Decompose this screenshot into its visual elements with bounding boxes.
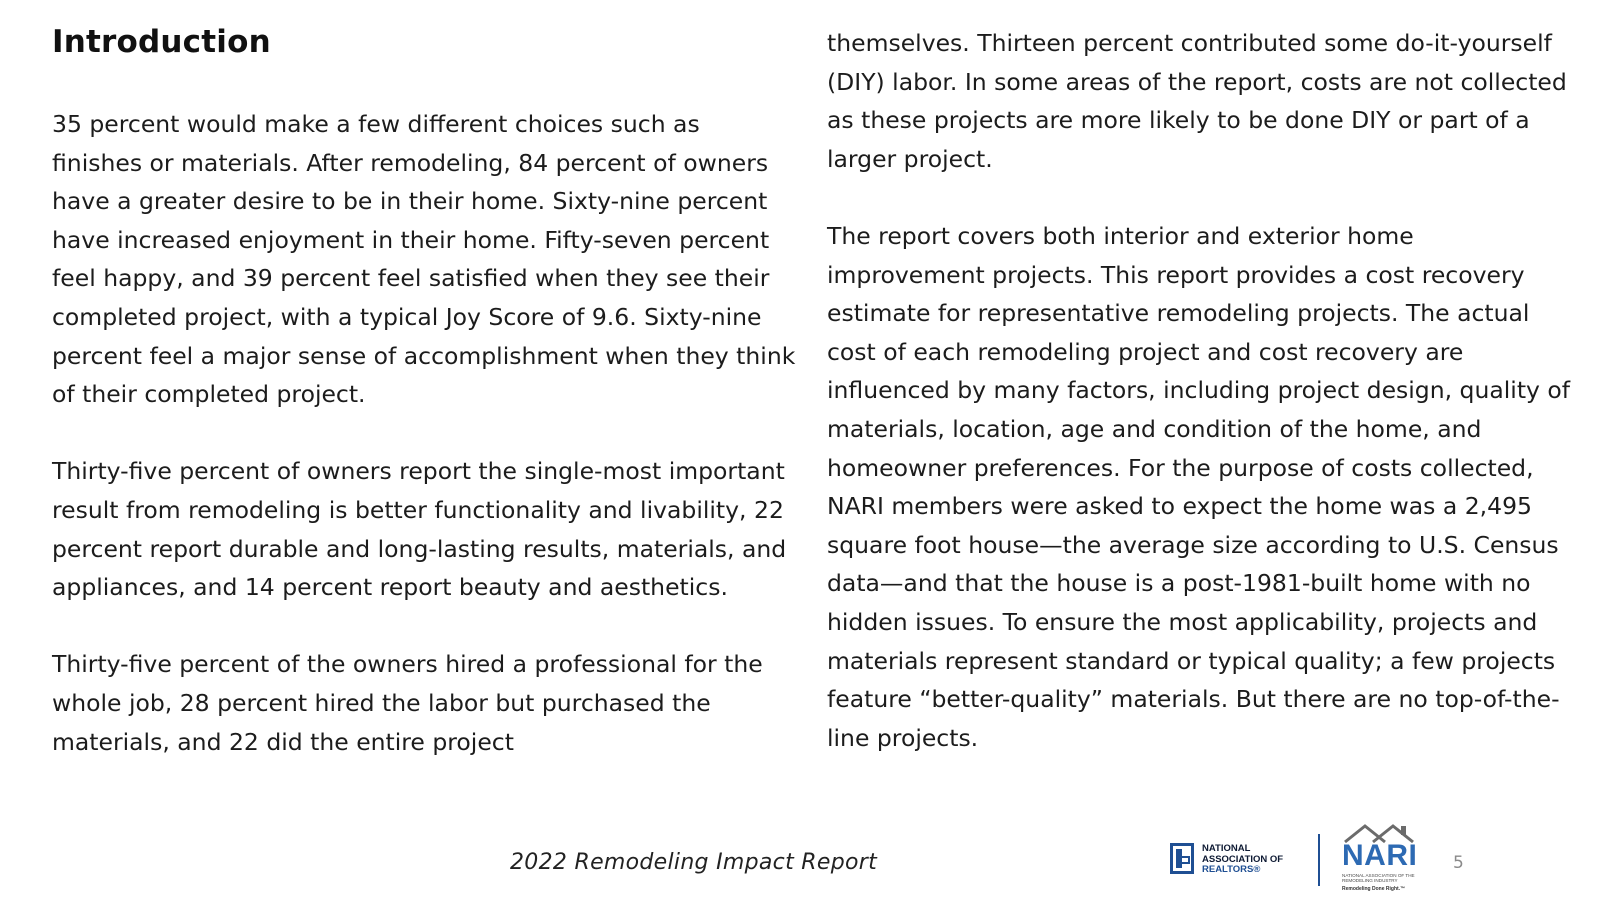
right-column <box>827 24 1577 796</box>
paragraph: themselves. Thirteen percent contributed some do-it-yourself (DIY) labor. In some areas of the report, costs are not collected as these projects are more likely to be done DIY or part of a larger project. <box>827 29 1567 173</box>
paragraph: 35 percent would make a few different choices such as finishes or materials. After remodeling, 84 percent of owners have a greater desire to be in their home. Sixty-nine percent have increased enjoyment in their home. Fifty-seven percent feel happy, and 39 percent feel satisfied when they see their completed project, with a typical Joy Score of 9.6. Sixty-nine percent feel a major sense of accomplishment when they think of their completed project. <box>52 110 796 409</box>
page-number: 5 <box>1453 853 1464 873</box>
left-column <box>52 105 797 800</box>
realtor-logo-icon <box>1170 843 1194 874</box>
report-title: 2022 Remodeling Impact Report <box>510 850 878 875</box>
logo-divider <box>1318 834 1320 886</box>
nari-logo-subtitle: NATIONAL ASSOCIATION OF THE REMODELING INDUSTRY <box>1342 873 1415 884</box>
paragraph: Thirty-five percent of owners report the single-most important result from remodeling is better functionality and livability, 22 percent report durable and long-lasting results, materials, and appliances, and 14 percent report beauty and aesthetics. <box>52 457 787 602</box>
nari-logo-wordmark: NARI <box>1342 839 1418 872</box>
sponsor-logos <box>1158 818 1436 896</box>
realtor-logo-text: NATIONAL ASSOCIATION OF REALTORS® <box>1202 843 1284 875</box>
page-heading: Introduction <box>52 24 271 60</box>
nari-logo-tagline: Remodeling Done Right.™ <box>1342 886 1406 892</box>
paragraph: The report covers both interior and exterior home improvement projects. This report provides a cost recovery estimate for representative remodeling projects. The actual cost of each remodeling project and cost recovery are influenced by many factors, including project design, quality of materials, location, age and condition of the home, and homeowner preferences. For the purpose of costs collected, NARI members were asked to expect the home was a 2,495 square foot house—the average size according to U.S. Census data—and that the house is a post-1981-built home with no hidden issues. To ensure the most applicability, projects and materials represent standard or typical quality; a few projects feature “better-quality” materials. But there are no top-of-the-line projects. <box>827 221 1571 752</box>
paragraph: Thirty-five percent of the owners hired a professional for the whole job, 28 percent hired the labor but purchased the materials, and 22 did the entire project <box>52 650 763 756</box>
